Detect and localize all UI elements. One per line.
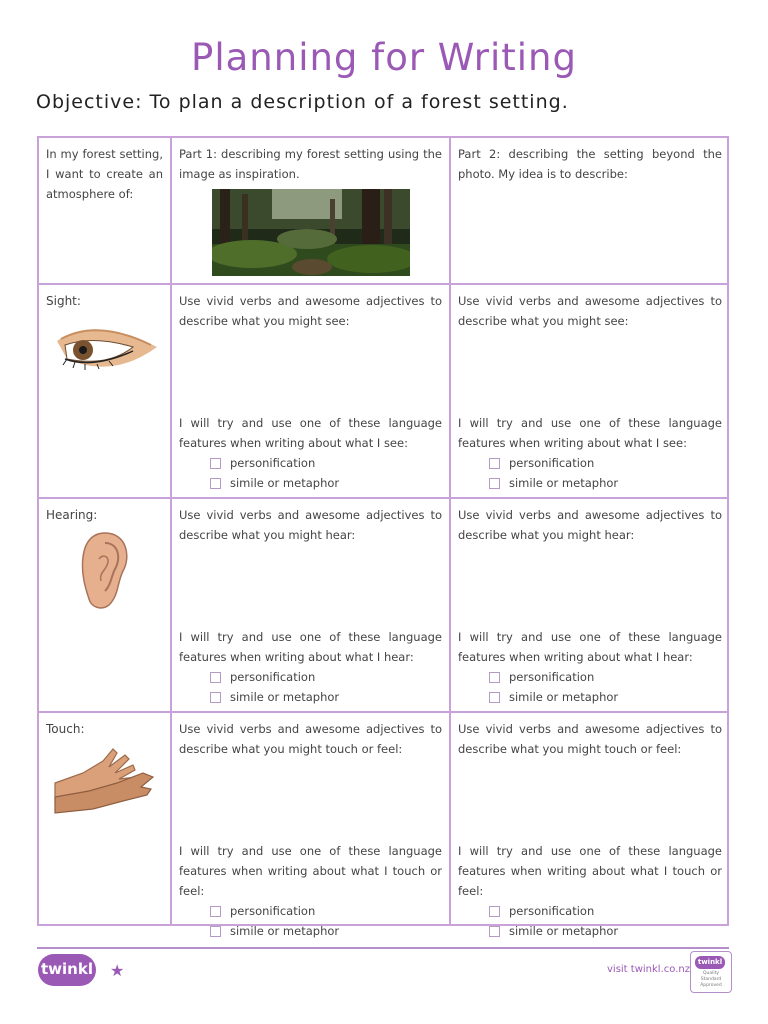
option-label: simile or metaphor: [230, 924, 340, 938]
option-label: personification: [230, 456, 316, 470]
part2-cell: [451, 138, 729, 283]
touch-prompt: Use vivid verbs and awesome adjectives to describe what you might touch or feel:: [179, 722, 442, 756]
hearing-label-cell: [39, 499, 170, 711]
hearing-part1-cell: [172, 499, 449, 711]
simile-metaphor-checkbox[interactable]: [489, 692, 500, 703]
hands-icon: [53, 743, 157, 815]
personification-checkbox[interactable]: [210, 672, 221, 683]
option-label: simile or metaphor: [509, 690, 619, 704]
sight-prompt: Use vivid verbs and awesome adjectives to describe what you might see:: [458, 294, 722, 328]
hearing-feature-text: I will try and use one of these language features when writing about what I hear:: [458, 630, 722, 664]
hearing-part2-cell: [451, 499, 729, 711]
simile-metaphor-checkbox[interactable]: [210, 692, 221, 703]
planning-table: [37, 136, 729, 938]
sight-part1-cell: [172, 285, 449, 497]
sight-label: Sight:: [46, 294, 81, 308]
badge-title: twinkl: [695, 956, 725, 969]
option-label: simile or metaphor: [509, 924, 619, 938]
simile-metaphor-checkbox[interactable]: [210, 478, 221, 489]
touch-part2-cell: [451, 713, 729, 938]
personification-checkbox[interactable]: [489, 672, 500, 683]
personification-checkbox[interactable]: [210, 458, 221, 469]
atmosphere-cell: [39, 138, 170, 283]
sight-feature-text: I will try and use one of these language features when writing about what I see:: [179, 416, 442, 450]
star-icon: ★: [110, 961, 125, 980]
footer-divider: [37, 947, 729, 949]
simile-metaphor-checkbox[interactable]: [489, 478, 500, 489]
simile-metaphor-checkbox[interactable]: [489, 926, 500, 937]
sight-part2-cell: [451, 285, 729, 497]
touch-label-cell: [39, 713, 170, 924]
objective-text: Objective: To plan a description of a forest setting.: [36, 91, 569, 113]
ear-icon: [77, 529, 133, 611]
page-title: Planning for Writing: [191, 36, 577, 79]
option-label: simile or metaphor: [230, 690, 340, 704]
option-label: personification: [230, 904, 316, 918]
touch-feature-text: I will try and use one of these language features when writing about what I touch or feel:: [179, 844, 442, 898]
hearing-label: Hearing:: [46, 508, 98, 522]
touch-prompt: Use vivid verbs and awesome adjectives to describe what you might touch or feel:: [458, 722, 722, 756]
hearing-prompt: Use vivid verbs and awesome adjectives to describe what you might hear:: [179, 508, 442, 542]
sight-prompt: Use vivid verbs and awesome adjectives to describe what you might see:: [179, 294, 442, 328]
visit-link[interactable]: visit twinkl.co.nz: [607, 964, 690, 975]
personification-checkbox[interactable]: [489, 458, 500, 469]
sight-feature-text: I will try and use one of these language features when writing about what I see:: [458, 416, 722, 450]
touch-label: Touch:: [46, 722, 85, 736]
atmosphere-prompt: In my forest setting, I want to create an atmosphere of:: [46, 147, 163, 201]
forest-photo: [212, 189, 410, 276]
part1-cell: [172, 138, 449, 283]
option-label: personification: [509, 670, 595, 684]
option-label: personification: [509, 456, 595, 470]
personification-checkbox[interactable]: [489, 906, 500, 917]
part2-prompt: Part 2: describing the setting beyond the photo. My idea is to describe:: [458, 147, 722, 181]
option-label: simile or metaphor: [230, 476, 340, 490]
badge-text: Quality Standard Approved: [700, 971, 722, 988]
hearing-prompt: Use vivid verbs and awesome adjectives to describe what you might hear:: [458, 508, 722, 542]
eye-icon: [53, 317, 159, 379]
simile-metaphor-checkbox[interactable]: [210, 926, 221, 937]
hearing-feature-text: I will try and use one of these language features when writing about what I hear:: [179, 630, 442, 664]
sight-label-cell: [39, 285, 170, 497]
personification-checkbox[interactable]: [210, 906, 221, 917]
option-label: personification: [509, 904, 595, 918]
option-label: simile or metaphor: [509, 476, 619, 490]
part1-prompt: Part 1: describing my forest setting using the image as inspiration.: [179, 147, 442, 181]
touch-part1-cell: [172, 713, 449, 938]
twinkl-logo: twinkl: [38, 954, 96, 986]
touch-feature-text: I will try and use one of these language features when writing about what I touch or feel:: [458, 844, 722, 898]
quality-badge: [690, 951, 732, 993]
option-label: personification: [230, 670, 316, 684]
